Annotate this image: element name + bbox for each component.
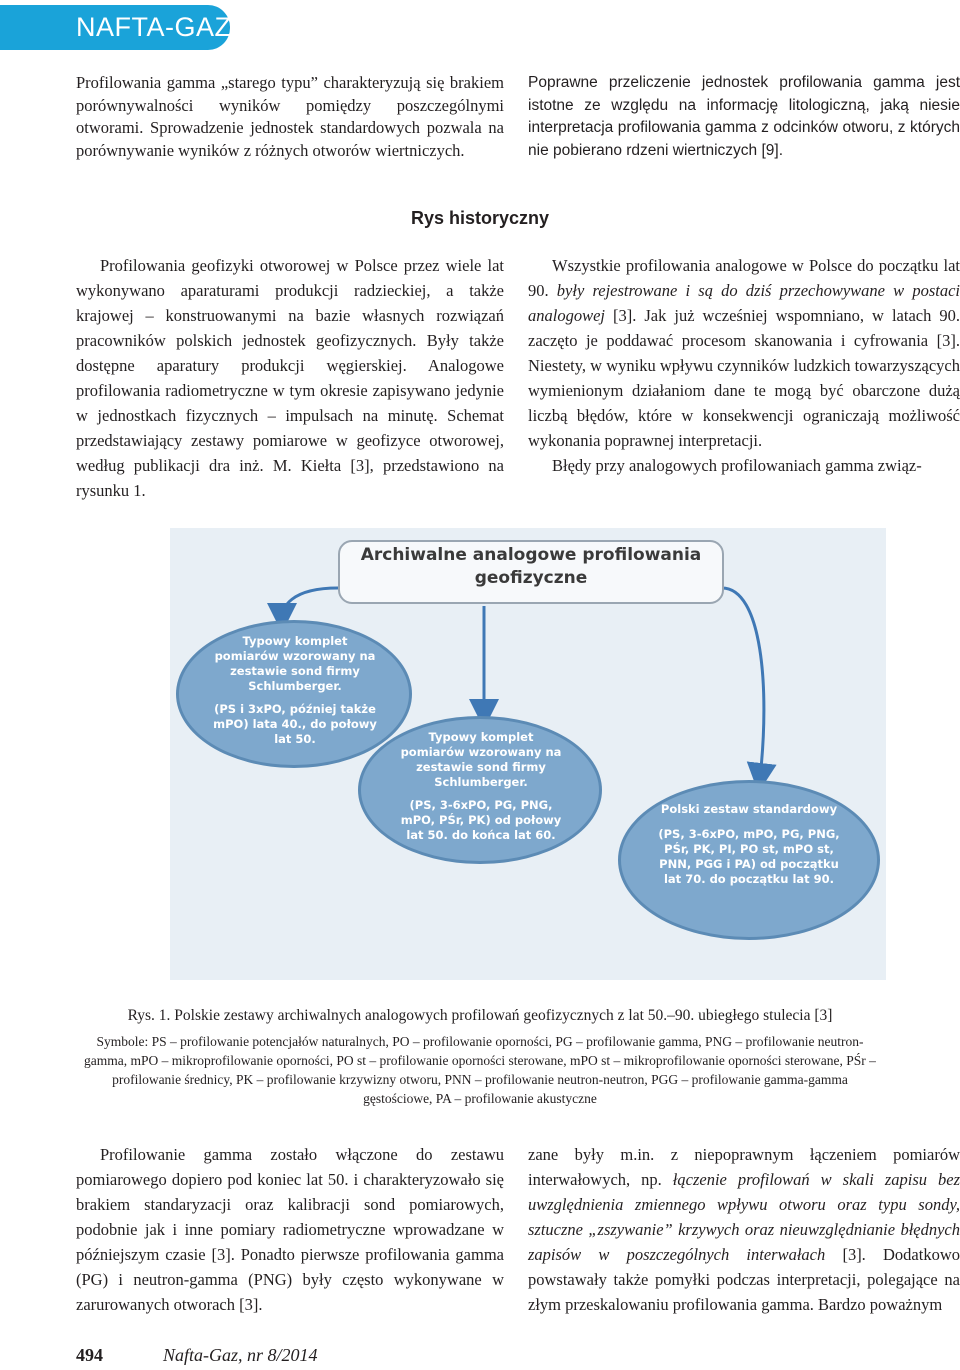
middle-right-column xyxy=(528,253,960,478)
journal-footer: Nafta-Gaz, nr 8/2014 xyxy=(163,1345,318,1365)
figure-caption: Rys. 1. Polskie zestawy archiwalnych analogowych profilowań geofizycznych z lat 50.–90. ubiegłego stulecia [3] xyxy=(127,1007,833,1024)
node2-line: lat 50. do końca lat 60. xyxy=(406,828,556,842)
node2-line: zestawie sond firmy xyxy=(416,760,546,774)
middle-right-text-a: Wszystkie profilowania analogowe w Polsce do początku lat 90. xyxy=(528,256,960,300)
node2-line: (PS, 3-6xPO, PG, PNG, xyxy=(409,798,553,812)
node2-spacer xyxy=(386,790,576,798)
bottom-right-text-c: [3]. Dodatkowo powstawały także pomyłki podczas interpretacji, polegające na złym przeskalowaniu profilowania gamma. Bardzo poważnym xyxy=(528,1245,960,1314)
diagram-title xyxy=(340,544,722,590)
diagram-title-line-2: geofizyczne xyxy=(474,568,588,588)
bottom-right-paragraph xyxy=(528,1142,960,1317)
diagram-node-1-text xyxy=(206,634,384,747)
section-title: Rys historyczny xyxy=(410,208,550,228)
node1-line: Schlumberger. xyxy=(248,679,342,693)
node3-spacer xyxy=(640,817,858,827)
middle-right-paragraph xyxy=(528,253,960,453)
node3-line: (PS, 3-6xPO, mPO, PG, PNG, xyxy=(658,827,840,841)
node3-line: Polski zestaw standardowy xyxy=(660,802,838,816)
middle-right-text-italic: były rejestrowane i są do dziś przechowywane w postaci analogowej xyxy=(528,281,960,325)
node3-line: lat 70. do początku lat 90. xyxy=(663,872,835,886)
bottom-right-text-italic: łączenie profilowań w skali zapisu bez uwzględnienia zmiennego wpływu otworu oraz typu sondy, sztuczne „zszywanie” krzywych oraz nieuwzględnianie błędnych zapisów w poszczególnych interwałach xyxy=(528,1170,960,1264)
node2-line: pomiarów wzorowany na xyxy=(400,745,562,759)
node2-line: mPO, PŚr, PK) od połowy xyxy=(400,813,562,827)
figure-legend: Symbole: PS – profilowanie potencjałów naturalnych, PO – profilowanie oporności, PG – profilowanie gamma, PNG – profilowanie neutron-gamma, mPO – mikroprofilowanie oporności, PO st – profilowanie oporności sterowane, mPO st – mikroprofilowanie oporności sterowane, PŚr – profilowanie średnicy, PK – profilowanie krzywizny otworu, PNN – profilowanie neutron-neutron, PGG – profilowanie gamma-gamma gęstościowe, PA – profilowanie akustyczne xyxy=(84,1034,876,1106)
top-right-paragraph: Poprawne przeliczenie jednostek profilowania gamma jest istotne ze względu na informację litologiczną, jaką niesie interpretacja profilowania gamma z odcinków otworu, z których nie pobierano rdzeni wiertniczych [9]. xyxy=(528,74,960,159)
node1-line: mPO) lata 40., do połowy xyxy=(213,717,377,731)
middle-right-text-c: [3]. Jak już wcześniej wspomniano, w latach 90. zaczęto je poddawać procesom skanowania i cyfrowania [3]. Niestety, w wyniku wpływu czynników ludzkich towarzyszących wymienionym działaniom dane te mogą być obarczone dużą liczbą błędów, które w konsekwencji ograniczają możliwość wykonania poprawnej interpretacji. xyxy=(528,306,960,450)
diagram-node-2-text xyxy=(386,730,576,843)
node1-spacer xyxy=(206,694,384,702)
node1-line: (PS i 3xPO, później także xyxy=(214,702,376,716)
node1-line: lat 50. xyxy=(274,732,316,746)
node1-line: Typowy komplet xyxy=(242,634,348,648)
figure-diagram xyxy=(170,528,886,980)
arrow-to-node1 xyxy=(282,588,338,618)
bottom-left-paragraph: Profilowanie gamma zostało włączone do zestawu pomiarowego dopiero pod koniec lat 50. i charakteryzowało się brakiem standaryzacji oraz kalibracji sond pomiarowych, podobnie jak i inne pomiary radiometryczne wprowadzane w późniejszym czasie [3]. Ponadto pierwsze profilowania gamma (PG) i neutron-gamma (PNG) były często wykonywane w zarurowanych otworach [3]. xyxy=(76,1145,504,1314)
middle-right-paragraph-2: Błędy przy analogowych profilowaniach gamma związ- xyxy=(552,456,922,475)
node1-line: pomiarów wzorowany na xyxy=(214,649,376,663)
node3-line: PŚr, PK, PI, PO st, mPO st, xyxy=(664,842,834,856)
diagram-node-3-text xyxy=(640,802,858,887)
diagram-title-line-1: Archiwalne analogowe profilowania xyxy=(360,545,702,565)
top-left-paragraph: Profilowania gamma „starego typu” charakteryzują się brakiem porównywalności wyników pomiędzy poszczególnymi otworami. Sprowadzenie jednostek standardowych pozwala na porównywanie wyników z różnych otworów wiertniczych. xyxy=(76,73,504,160)
node2-line: Typowy komplet xyxy=(428,730,534,744)
journal-header-title: NAFTA-GAZ xyxy=(76,12,232,42)
middle-left-paragraph: Profilowania geofizyki otworowej w Polsce przez wiele lat wykonywano aparaturami produkcji radzieckiej, a także krajowej – konstruowanymi na bazie własnych rozwiązań pracowników polskich jednostek geofizycznych. Były także dostępne aparatury produkcji węgierskiej. Analogowe profilowania radiometryczne w tym okresie zapisywano jedynie w jednostkach fizycznych – impulsach na minutę. Schemat przedstawiający zestawy pomiarowe w geofizyce otworowej, według publikacji dra inż. M. Kiełta [3], przedstawiono na rysunku 1. xyxy=(76,256,504,500)
node3-line: PNN, PGG i PA) od początku xyxy=(659,857,839,871)
bottom-right-text-a: zane były m.in. z niepoprawnym łączeniem pomiarów interwałowych, np. xyxy=(528,1145,960,1189)
node2-line: Schlumberger. xyxy=(434,775,528,789)
page-number: 494 xyxy=(76,1345,103,1365)
arrow-to-node3 xyxy=(722,588,764,778)
node1-line: zestawie sond firmy xyxy=(230,664,360,678)
